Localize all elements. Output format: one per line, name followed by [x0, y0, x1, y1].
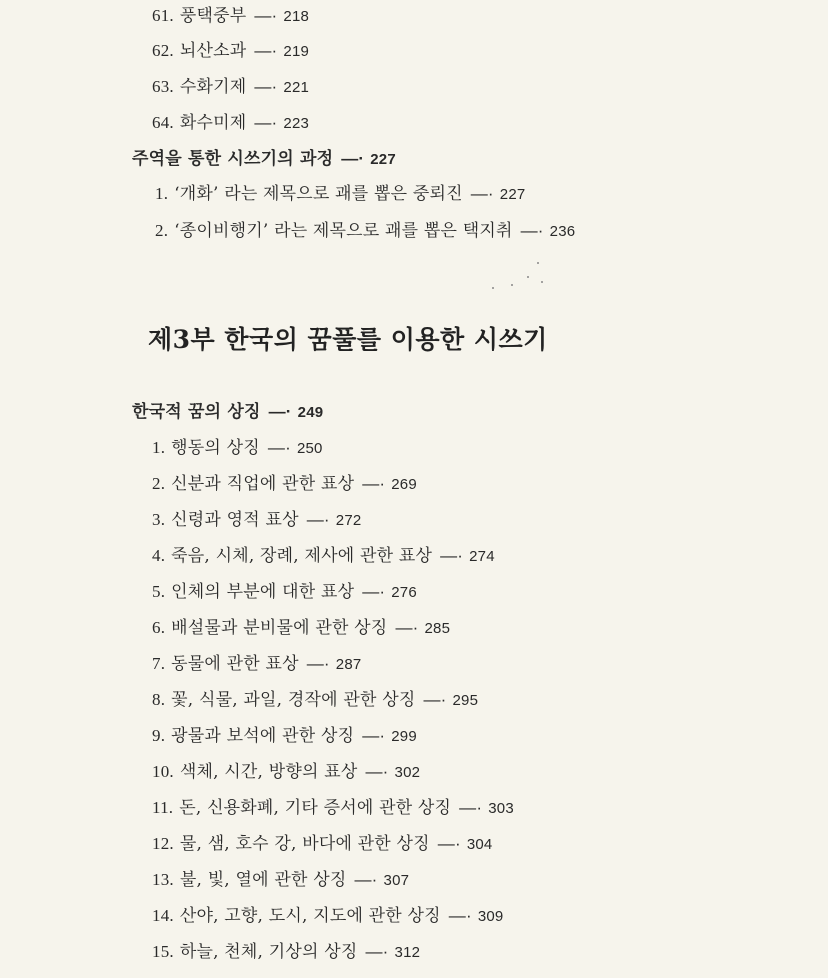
page-number: 219 [283, 43, 310, 60]
leader-dash: —· [423, 690, 447, 709]
toc-entry [152, 942, 420, 963]
scan-speck [511, 284, 513, 286]
leader-dash: —· [306, 510, 330, 529]
toc-entry [152, 113, 309, 134]
toc-entry [152, 510, 361, 531]
page-number: 312 [394, 944, 421, 961]
entry-number: 10. [152, 762, 174, 781]
entry-title: ‘종이비행기’ 라는 제목으로 괘를 뽑은 택지취 [174, 221, 513, 241]
page-number: 249 [297, 404, 324, 421]
page-number: 236 [549, 223, 576, 240]
page-number: 227 [499, 186, 526, 203]
leader-dash: —· [470, 184, 494, 203]
leader-dash: —· [254, 77, 278, 96]
leader-dash: —· [365, 942, 389, 961]
entry-number: 9. [152, 726, 166, 745]
leader-dash: —· [362, 474, 386, 493]
entry-title: 불, 빛, 열에 관한 상징 [179, 870, 347, 890]
entry-number: 63. [152, 77, 174, 96]
page-number: 309 [477, 908, 504, 925]
page-number: 227 [370, 151, 396, 168]
entry-title: 꽃, 식물, 과일, 경작에 관한 상징 [171, 690, 416, 710]
leader-dash: —· [267, 438, 291, 457]
entry-number: 15. [152, 942, 174, 961]
entry-number: 1. [152, 438, 166, 457]
entry-title: 색체, 시간, 방향의 표상 [179, 762, 358, 782]
entry-number: 6. [152, 618, 166, 637]
toc-entry [152, 870, 409, 891]
toc-entry [152, 474, 417, 495]
leader-dash: —· [354, 870, 378, 889]
page-number: 287 [335, 656, 362, 673]
toc-entry [152, 618, 450, 639]
entry-title: 물, 샘, 호수 강, 바다에 관한 상징 [179, 834, 430, 854]
page-number: 272 [335, 512, 362, 529]
entry-number: 11. [152, 798, 174, 817]
entry-title: 수화기제 [179, 77, 247, 97]
entry-number: 4. [152, 546, 166, 565]
entry-number: 64. [152, 113, 174, 132]
toc-entry [152, 41, 309, 62]
toc-entry [152, 582, 417, 603]
leader-dash: —· [362, 582, 386, 601]
entry-number: 61. [152, 6, 174, 25]
page-number: 302 [394, 764, 421, 781]
leader-dash: —· [341, 149, 365, 168]
entry-number: 1. [155, 184, 169, 203]
section-heading [132, 402, 323, 423]
entry-number: 2. [155, 221, 169, 240]
scan-speck [492, 287, 494, 289]
leader-dash: —· [437, 834, 461, 853]
toc-entry [152, 654, 361, 675]
entry-number: 62. [152, 41, 174, 60]
leader-dash: —· [362, 726, 386, 745]
entry-title: 행동의 상징 [171, 438, 260, 458]
toc-entry [152, 546, 495, 567]
leader-dash: —· [306, 654, 330, 673]
leader-dash: —· [254, 113, 278, 132]
page-number: 299 [391, 728, 417, 745]
entry-number: 3. [152, 510, 166, 529]
scan-speck [541, 281, 543, 283]
page-number: 276 [391, 584, 417, 601]
leader-dash: —· [520, 221, 544, 240]
page-number: 218 [283, 8, 310, 25]
leader-dash: —· [440, 546, 464, 565]
page-number: 303 [488, 800, 514, 817]
scan-speck [537, 262, 539, 264]
section-heading [132, 149, 396, 170]
entry-title: ‘개화’ 라는 제목으로 괘를 뽑은 중뢰진 [174, 184, 463, 204]
scan-speck [527, 276, 529, 278]
entry-number: 8. [152, 690, 166, 709]
entry-title: 인체의 부분에 대한 표상 [171, 582, 355, 602]
section-title: 주역을 통한 시쓰기의 과정 [132, 149, 334, 169]
entry-title: 신분과 직업에 관한 표상 [171, 474, 355, 494]
toc-entry [152, 438, 323, 459]
leader-dash: —· [254, 6, 278, 25]
leader-dash: —· [268, 402, 292, 421]
entry-number: 14. [152, 906, 174, 925]
entry-title: 죽음, 시체, 장례, 제사에 관한 표상 [171, 546, 433, 566]
page-number: 295 [452, 692, 479, 709]
entry-title: 산야, 고향, 도시, 지도에 관한 상징 [179, 906, 441, 926]
toc-entry [152, 690, 478, 711]
toc-entry [152, 726, 417, 747]
section-title: 한국적 꿈의 상징 [132, 402, 261, 422]
entry-title: 풍택중부 [179, 6, 247, 26]
leader-dash: —· [254, 41, 278, 60]
leader-dash: —· [395, 618, 419, 637]
page-number: 223 [283, 115, 310, 132]
page-number: 221 [283, 79, 310, 96]
page-number: 307 [383, 872, 410, 889]
entry-title: 하늘, 천체, 기상의 상징 [179, 942, 358, 962]
toc-entry [152, 906, 503, 927]
toc-entry [155, 221, 575, 242]
entry-title: 신령과 영적 표상 [171, 510, 299, 530]
leader-dash: —· [459, 798, 483, 817]
page-number: 304 [466, 836, 493, 853]
page-number: 250 [296, 440, 323, 457]
entry-number: 5. [152, 582, 166, 601]
page-number: 269 [391, 476, 417, 493]
leader-dash: —· [365, 762, 389, 781]
page-number: 285 [424, 620, 451, 637]
entry-title: 광물과 보석에 관한 상징 [171, 726, 355, 746]
toc-entry [152, 6, 309, 27]
page-number: 274 [469, 548, 495, 565]
entry-title: 화수미제 [179, 113, 247, 133]
entry-number: 2. [152, 474, 166, 493]
toc-entry [152, 798, 514, 819]
entry-title: 돈, 신용화폐, 기타 증서에 관한 상징 [179, 798, 452, 818]
entry-title: 배설물과 분비물에 관한 상징 [171, 618, 388, 638]
toc-entry [152, 77, 309, 98]
entry-number: 7. [152, 654, 166, 673]
entry-title: 뇌산소과 [179, 41, 247, 61]
entry-title: 동물에 관한 표상 [171, 654, 299, 674]
toc-entry [155, 184, 525, 205]
toc-entry [152, 762, 420, 783]
leader-dash: —· [448, 906, 472, 925]
entry-number: 12. [152, 834, 174, 853]
part-title: 제3부 한국의 꿈풀를 이용한 시쓰기 [148, 325, 548, 354]
toc-entry [152, 834, 492, 855]
entry-number: 13. [152, 870, 174, 889]
